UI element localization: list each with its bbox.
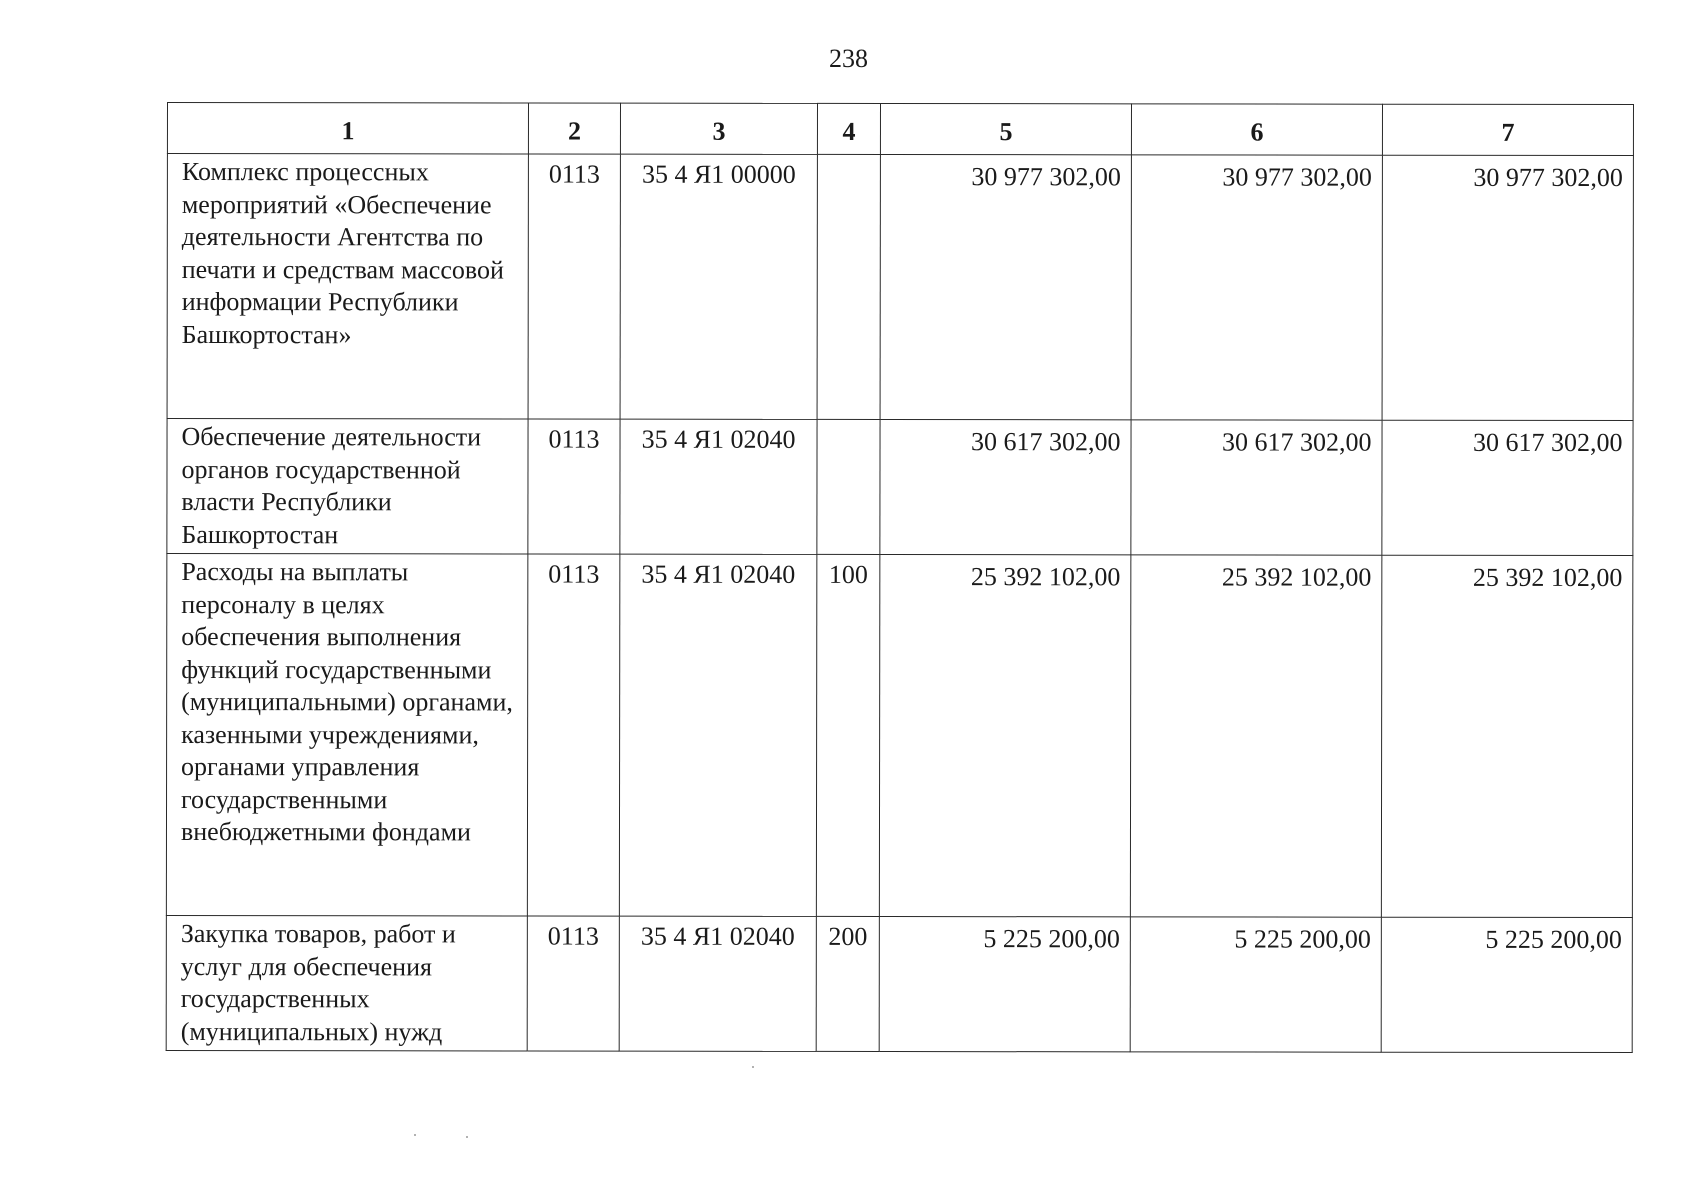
row-name: Закупка товаров, работ и услуг для обеспечения государственных (муниципальных) нужд [166,915,527,1051]
table-row [166,915,1632,1052]
row-expense-type [817,154,880,419]
budget-table [166,102,1634,1053]
header-col-5: 5 [880,103,1131,154]
header-col-3: 3 [620,103,817,154]
row-amount-3: 30 617 302,00 [1382,420,1633,555]
row-amount-3: 25 392 102,00 [1381,555,1633,917]
row-expense-type [817,419,880,554]
header-col-7: 7 [1382,104,1633,155]
header-col-2: 2 [528,103,620,154]
scan-speck [414,1134,416,1136]
row-name: Обеспечение деятельности органов государственной власти Республики Башкортостан [167,419,528,555]
row-section: 0113 [528,419,620,554]
row-section: 0113 [528,154,620,419]
row-amount-2: 30 617 302,00 [1131,420,1382,555]
row-amount-1: 25 392 102,00 [879,554,1131,916]
row-amount-2: 25 392 102,00 [1130,555,1382,917]
row-target: 35 4 Я1 02040 [619,916,816,1051]
row-name: Расходы на выплаты персоналу в целях обеспечения выполнения функций государственными (муниципальными) органами, казенными учреждениями, органами управления государственными внебюджетными фондами [166,554,528,917]
table-row [167,419,1633,556]
row-target: 35 4 Я1 02040 [619,554,817,916]
header-col-4: 4 [817,103,880,154]
page-number: 238 [829,44,868,73]
table-row [167,154,1633,421]
row-section: 0113 [527,554,620,916]
row-amount-1: 30 977 302,00 [880,154,1131,419]
row-section: 0113 [527,916,619,1051]
row-amount-3: 30 977 302,00 [1382,155,1633,420]
header-col-6: 6 [1131,104,1382,155]
row-name: Комплекс процессных мероприятий «Обеспечение деятельности Агентства по печати и средствам массовой информации Республики Башкортостан» [167,154,528,420]
table-row [166,554,1633,918]
row-target: 35 4 Я1 00000 [620,154,817,419]
header-row [167,103,1633,156]
scan-speck [466,1136,468,1138]
row-amount-3: 5 225 200,00 [1381,917,1632,1052]
row-amount-1: 5 225 200,00 [879,916,1130,1051]
row-amount-2: 5 225 200,00 [1130,917,1381,1052]
scan-speck [752,1066,754,1068]
row-expense-type: 100 [816,554,880,916]
row-amount-2: 30 977 302,00 [1131,155,1382,420]
row-amount-1: 30 617 302,00 [880,419,1131,554]
header-col-1: 1 [167,103,528,155]
row-target: 35 4 Я1 02040 [620,419,817,554]
row-expense-type: 200 [816,916,879,1051]
